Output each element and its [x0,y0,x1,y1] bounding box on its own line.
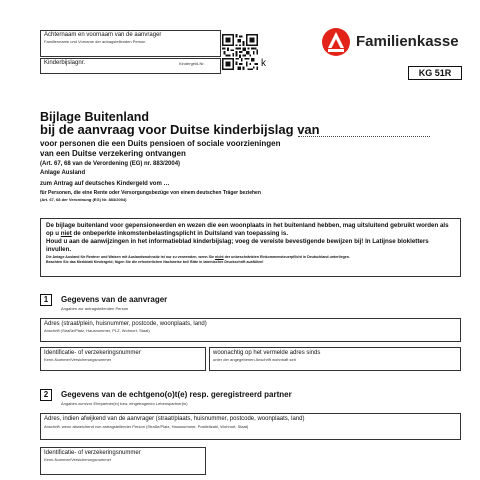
qr-code-icon [222,34,258,70]
resident-since-sublabel: unter der angegebenen Anschrift wohnhaft seit [213,357,296,362]
title-line-3: voor personen die een Duits pensioen of sociale voorzieningen [40,139,281,148]
title-line-5: (Art. 67, 68 van de Verordening (EG) nr. 883/2004) [40,161,181,167]
title-line-1: Bijlage Buitenland [40,110,150,124]
partner-address-field[interactable] [40,413,461,440]
partner-id-label: Identificatie- of verzekeringsnummer [44,450,141,456]
section-1-title: Gegevens van de aanvrager [61,295,168,304]
notice-nl-line-1: De bijlage buitenland voor gepensioneerden en wezen die een woonplaats in het buitenland hebben, mag uitsluitend gebruikt worden als op u niet de onbeperkte inkomstenbelastingsplicht in Duitsland van toepassing is. [46,222,449,237]
applicant-name-label: Achternaam en voornaam van de aanvrager [44,32,162,38]
title-line-7: zum Antrag auf deutsches Kindergeld vom … [40,181,170,187]
notice-nl-line-2: Houd u aan de aanwijzingen in het informatieblad kinderbijslag; voeg de vereiste bevestigende bewijzen bij! In Latijnse blokletters invullen. [46,238,429,253]
applicant-name-box[interactable] [40,30,221,57]
section-1-subtitle: Angaben zur antragstellenden Person [61,306,129,311]
familienkasse-logo-icon [322,28,350,56]
partner-id-sublabel: Kenn-Nummer/Versicherungsnummer [44,457,112,462]
partner-address-sublabel: Anschrift, wenn abweichend von antragstellender Person (Straße/Platz, Hausnummer, Postleitzahl, Wohnort, Staat) [44,424,249,429]
application-date-field[interactable] [298,136,430,137]
child-benefit-number-label: Kinderbijslagnr. [44,60,86,66]
partner-address-label: Adres, indien afwijkend van de aanvrager (straat/plaats, huisnummer, postcode, woonplaats, land) [44,416,305,422]
notice-de-line-2: Beachten Sie das Merkblatt Kindergeld; fügen Sie die erforderlichen Nachweise bei! Bitte in lateinischer Druckschrift ausfüllen! [46,259,264,264]
logo-text: Familienkasse [356,33,459,50]
form-code-box [408,66,462,80]
section-2-number: 2 [40,389,52,401]
child-benefit-number-box[interactable] [40,58,221,74]
applicant-address-label: Adres (straat/plein, huisnummer, postcode, woonplaats, land) [44,321,207,327]
applicant-address-sublabel: Anschrift (Straße/Platz, Hausnummer, PLZ, Wohnort, Staat) [44,328,150,333]
title-line-6: Anlage Ausland [40,170,86,176]
resident-since-field[interactable] [209,347,461,371]
notice-de-line-1: Die Anlage Ausland für Rentner und Waisen mit Auslandswohnsitz ist nur zu verwenden, wenn Sie nicht der unbeschränkten Einkommensteuerpflicht in Deutschland unterliegen. [46,255,350,259]
title-line-9: (Art. 67, 68 der Verordnung (EG) Nr. 883/2004) [40,197,127,202]
partner-id-field[interactable] [40,447,206,475]
applicant-address-field[interactable] [40,318,461,342]
applicant-id-sublabel: Kenn-Nummer/Versicherungsnummer [44,357,112,362]
section-2-title: Gegevens van de echtgeno(o)t(e) resp. geregistreerd partner [61,390,292,399]
form-code: KG 51R [418,68,452,78]
applicant-name-sublabel: Familienname und Vorname der antragstellenden Person [44,39,146,44]
k-mark: k [261,58,266,69]
resident-since-label: woonachtig op het vermelde adres sinds [213,350,321,356]
title-line-8: für Personen, die eine Rente oder Versorgungsbezüge von einem deutschen Träger beziehen [40,190,261,196]
applicant-id-label: Identificatie- of verzekeringsnummer [44,350,141,356]
section-2-subtitle: Angaben zum/zur Ehepartner(in) bzw. eingetragenen Lebenspartner(in) [61,401,188,406]
applicant-id-field[interactable] [40,347,206,371]
notice-box [40,218,461,277]
section-1-number: 1 [40,294,52,306]
kindergeld-number-label: Kindergeld-Nr. [179,61,205,66]
title-line-4: van een Duitse verzekering ontvangen [40,149,186,158]
title-line-2: bij de aanvraag voor Duitse kinderbijslag van [40,122,320,137]
